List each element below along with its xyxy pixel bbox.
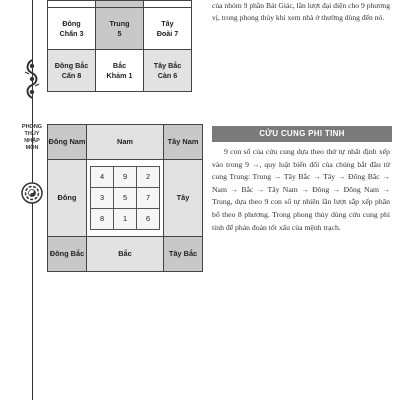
grid-row [48, 8, 192, 50]
section-title: CỬU CUNG PHI TINH [212, 126, 392, 142]
chart-cell-northeast: Đông Bắc [48, 237, 87, 272]
side-chapter-label [20, 124, 44, 152]
grid-row-cut [48, 1, 192, 8]
side-label-word: MÔN [25, 145, 39, 151]
cell-direction: Tây Bắc [153, 60, 182, 70]
chart-row-middle [48, 160, 203, 237]
chart-cell-south: Nam [87, 125, 164, 160]
grid-cell [144, 1, 192, 8]
grid-cell-north [96, 50, 144, 92]
cell-trigram: Chấn 3 [59, 28, 84, 38]
number-row [91, 167, 160, 188]
grid-cell-center [96, 8, 144, 50]
cell-trigram: Cấn 8 [61, 70, 82, 80]
chart-cell-southwest: Tây Nam [164, 125, 203, 160]
number-cell: 9 [114, 167, 137, 188]
chart-row-top [48, 125, 203, 160]
number-cell: 1 [114, 209, 137, 230]
grid-cell-east [48, 8, 96, 50]
number-row [91, 188, 160, 209]
number-cell: 8 [91, 209, 114, 230]
cell-trigram: Đoài 7 [156, 28, 179, 38]
grid-row [48, 50, 192, 92]
cell-trigram: 5 [117, 28, 122, 38]
grid-cell [96, 1, 144, 8]
cell-direction: Đông Bắc [54, 60, 89, 70]
chart-cell-northwest: Tây Bắc [164, 237, 203, 272]
number-cell: 4 [91, 167, 114, 188]
bagua-icon [21, 182, 43, 204]
grid-cell [48, 1, 96, 8]
side-label-word: NHẬP [24, 138, 40, 144]
section-paragraph: 9 con số của cửu cung dựa theo thứ tự nhất định xếp vào trong 9 →, quy luật biến đổi của chúng bắt đầu từ cung Trung: Trung → Tây Bắc → Tây → Đông Bắc → Nam → Bắc → Tây Nam → Đông → Đông Nam → Trung, dựa theo 9 con số tự nhiên lần lượt sắp xếp phân bổ theo 8 phương. Trong phong thủy dùng cửu cung phi tinh để phán đoán tốt xấu của mệnh trạch. [212, 147, 390, 232]
cell-direction: Đông [62, 18, 81, 28]
top-paragraph: của nhóm 9 phần Bát Giác, lần lượt đại diện cho 9 phương vị, trong phong thủy khi xem nhà ở thường dùng đến nó. [212, 1, 391, 22]
cell-trigram: Khảm 1 [106, 70, 133, 80]
grid-cell-northwest [144, 50, 192, 92]
grid-cell-northeast [48, 50, 96, 92]
cell-direction: Trung [109, 18, 130, 28]
number-cell: 2 [137, 167, 160, 188]
top-palace-grid [47, 0, 192, 92]
cell-direction: Bắc [112, 60, 127, 70]
number-cell: 5 [114, 188, 137, 209]
nine-palace-chart [47, 124, 203, 272]
cell-trigram: Càn 6 [157, 70, 178, 80]
chart-cell-west: Tây [164, 160, 203, 237]
chart-cell-southeast: Đông Nam [48, 125, 87, 160]
chart-cell-north: Bắc [87, 237, 164, 272]
chart-cell-east: Đông [48, 160, 87, 237]
number-cell: 7 [137, 188, 160, 209]
number-cell: 3 [91, 188, 114, 209]
side-label-word: THỦY [24, 131, 40, 137]
lo-shu-square [90, 166, 160, 230]
number-cell: 6 [137, 209, 160, 230]
grid-cell-west [144, 8, 192, 50]
chart-cell-center [87, 160, 164, 237]
side-label-word: PHONG [21, 124, 43, 130]
dragon-ornament-icon [22, 58, 42, 100]
number-row [91, 209, 160, 230]
chart-row-bottom [48, 237, 203, 272]
cell-direction: Tây [161, 18, 174, 28]
